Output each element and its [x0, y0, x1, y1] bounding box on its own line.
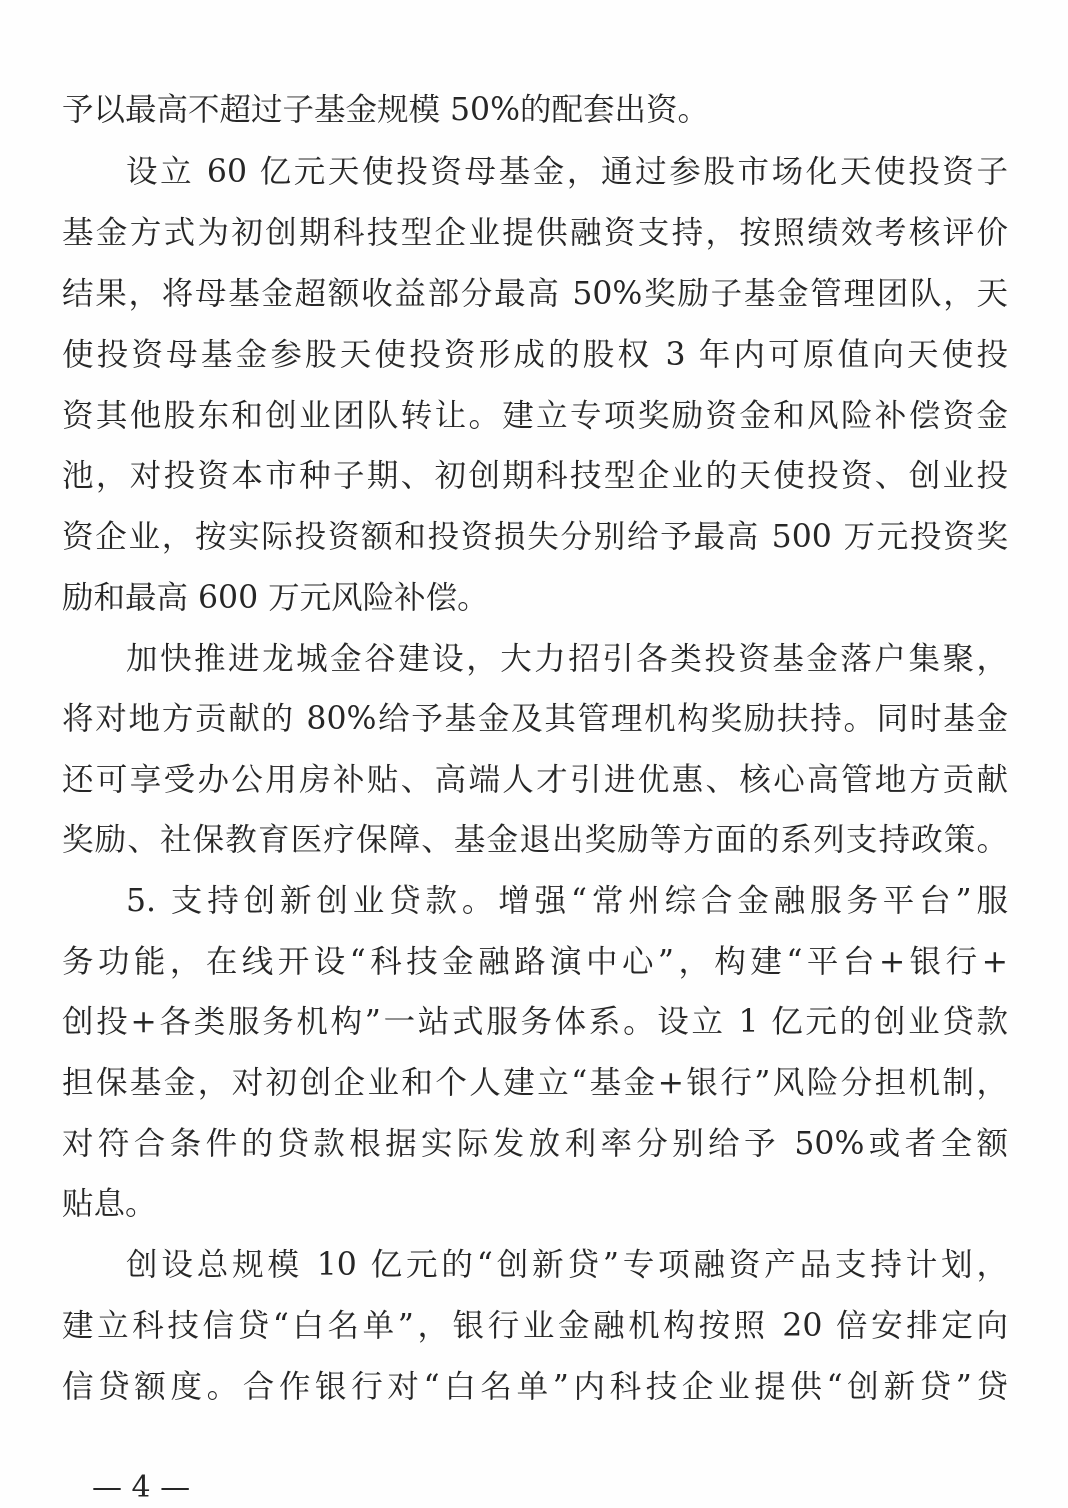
text-line: 励和最高 600 万元风险补偿。 [62, 580, 489, 616]
text-line: 建立科技信贷“白名单”，银行业金融机构按照 20 倍安排定向 [62, 1308, 1008, 1344]
text-line: 信贷额度。合作银行对“白名单”内科技企业提供“创新贷”贷 [62, 1369, 1008, 1405]
text-line: 池，对投资本市种子期、初创期科技型企业的天使投资、创业投 [62, 458, 1008, 494]
text-line: 贴息。 [62, 1186, 157, 1222]
text-line: 创投+各类服务机构”一站式服务体系。设立 1 亿元的创业贷款 [62, 1004, 1008, 1040]
text-line: 资其他股东和创业团队转让。建立专项奖励资金和风险补偿资金 [62, 398, 1008, 434]
text-line: 设立 60 亿元天使投资母基金，通过参股市场化天使投资子 [126, 154, 1008, 190]
text-line: 担保基金，对初创企业和个人建立“基金+银行”风险分担机制， [62, 1065, 1008, 1101]
section-heading-line: 5. 支持创新创业贷款。增强“常州综合金融服务平台”服 [126, 883, 1008, 919]
text-line: 对符合条件的贷款根据实际发放利率分别给予 50%或者全额 [62, 1126, 1008, 1162]
text-line: 予以最高不超过子基金规模 50%的配套出资。 [62, 92, 710, 128]
text-line: 将对地方贡献的 80%给予基金及其管理机构奖励扶持。同时基金 [62, 701, 1008, 737]
text-line: 还可享受办公用房补贴、高端人才引进优惠、核心高管地方贡献 [62, 762, 1008, 798]
text-line: 奖励、社保教育医疗保障、基金退出奖励等方面的系列支持政策。 [62, 822, 1008, 858]
page-number: — 4 — [92, 1470, 191, 1505]
text-line: 创设总规模 10 亿元的“创新贷”专项融资产品支持计划， [126, 1247, 1008, 1283]
text-line: 务功能，在线开设“科技金融路演中心”，构建“平台+银行+ [62, 944, 1008, 980]
text-line: 基金方式为初创期科技型企业提供融资支持，按照绩效考核评价 [62, 215, 1008, 251]
text-line: 加快推进龙城金谷建设，大力招引各类投资基金落户集聚， [126, 641, 1008, 677]
text-line: 结果，将母基金超额收益部分最高 50%奖励子基金管理团队，天 [62, 276, 1008, 312]
text-line: 使投资母基金参股天使投资形成的股权 3 年内可原值向天使投 [62, 337, 1008, 373]
text-line: 资企业，按实际投资额和投资损失分别给予最高 500 万元投资奖 [62, 519, 1008, 555]
